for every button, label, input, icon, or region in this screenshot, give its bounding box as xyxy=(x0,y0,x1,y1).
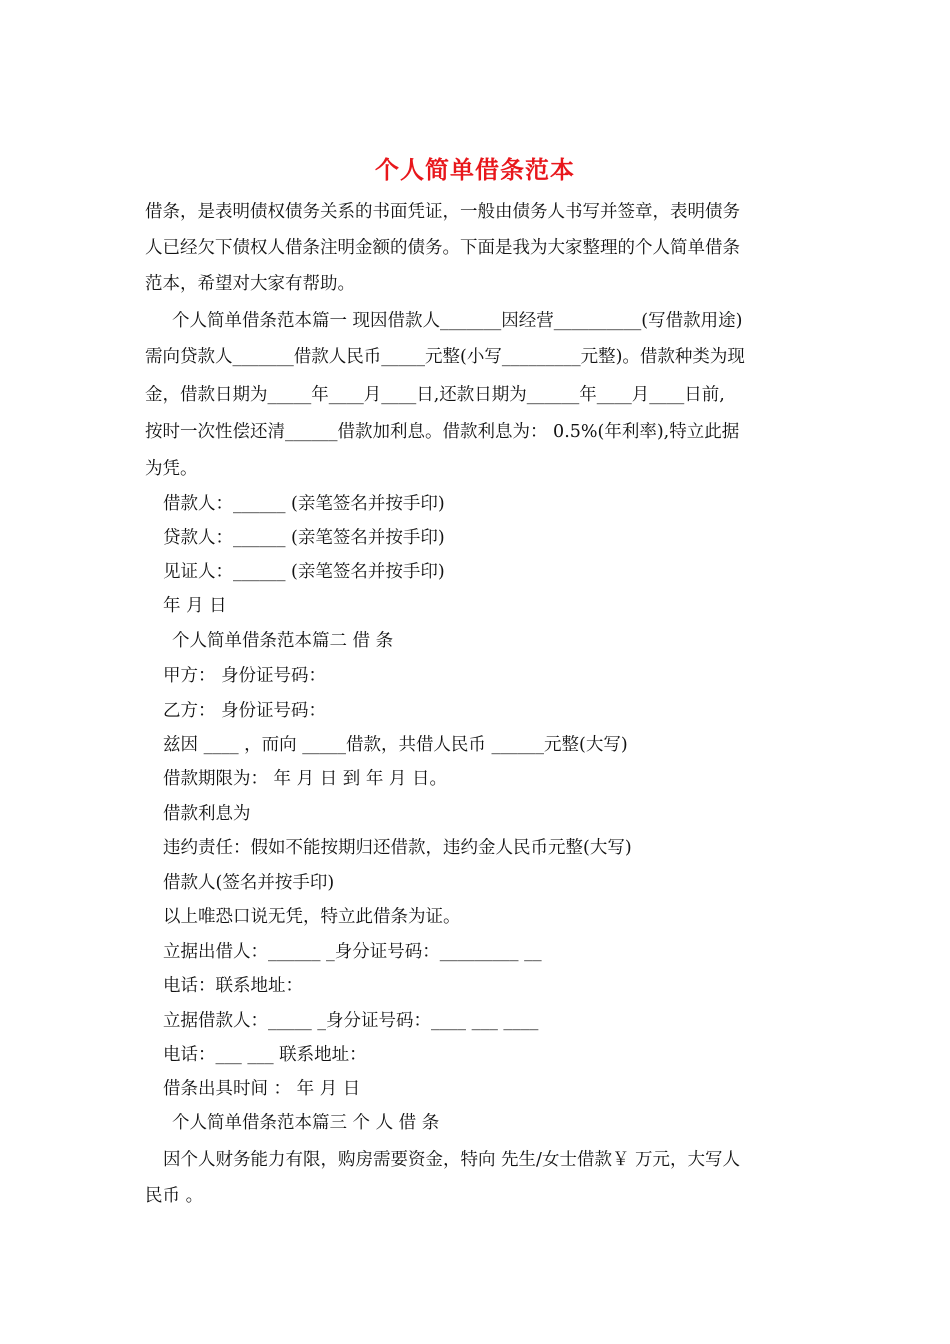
form-line: 借款期限为： 年 月 日 到 年 月 日。 xyxy=(163,769,447,789)
document-title: 个人简单借条范本 xyxy=(375,155,575,184)
paragraph-line: 借条，是表明债权债务关系的书面凭证，一般由债务人书写并签章，表明债务 xyxy=(145,202,740,222)
paragraph-line: 金，借款日期为_____年____月____日,还款日期为______年____月____日前, xyxy=(145,385,725,405)
form-line: 乙方： 身份证号码： xyxy=(163,701,327,721)
paragraph-line: 需向贷款人_______借款人民币_____元整(小写_________元整)。借款种类为现 xyxy=(145,347,745,367)
form-line: 电话：___ ___ 联系地址： xyxy=(163,1045,367,1065)
form-line: 借款利息为 xyxy=(163,804,251,824)
signature-line: 借款人：______ (亲笔签名并按手印) xyxy=(163,494,445,514)
form-line: 违约责任：假如不能按期归还借款，违约金人民币元整(大写) xyxy=(163,838,632,858)
form-line: 兹因 ____ ，而向 _____借款，共借人民币 ______元整(大写) xyxy=(163,735,628,755)
paragraph-line: 按时一次性偿还清______借款加利息。借款利息为： 0.5%(年利率),特立此据 xyxy=(145,422,740,442)
paragraph-line: 个人简单借条范本篇一 现因借款人_______因经营__________(写借款用途) xyxy=(172,311,743,331)
form-line: 借条出具时间 ： 年 月 日 xyxy=(163,1079,361,1099)
form-line: 立据出借人：______ _身分证号码：_________ __ xyxy=(163,942,542,962)
paragraph-line: 范本，希望对大家有帮助。 xyxy=(145,274,355,294)
signature-line: 贷款人：______ (亲笔签名并按手印) xyxy=(163,528,445,548)
signature-line: 见证人：______ (亲笔签名并按手印) xyxy=(163,562,445,582)
form-line: 立据借款人：_____ _身分证号码：____ ___ ____ xyxy=(163,1011,539,1031)
date-line: 年 月 日 xyxy=(163,596,227,616)
paragraph-line: 为凭。 xyxy=(145,459,198,479)
paragraph-line: 人已经欠下债权人借条注明金额的债务。下面是我为大家整理的个人简单借条 xyxy=(145,238,740,258)
paragraph-line: 民币 。 xyxy=(145,1186,204,1206)
form-line: 以上唯恐口说无凭，特立此借条为证。 xyxy=(163,907,461,927)
form-line: 电话：联系地址： xyxy=(163,976,303,996)
section-heading: 个人简单借条范本篇二 借 条 xyxy=(172,631,394,651)
form-line: 甲方： 身份证号码： xyxy=(163,666,327,686)
paragraph-line: 因个人财务能力有限，购房需要资金，特向 先生/女士借款￥ 万元，大写人 xyxy=(163,1150,741,1170)
form-line: 借款人(签名并按手印) xyxy=(163,873,335,893)
section-heading: 个人简单借条范本篇三 个 人 借 条 xyxy=(172,1113,440,1133)
